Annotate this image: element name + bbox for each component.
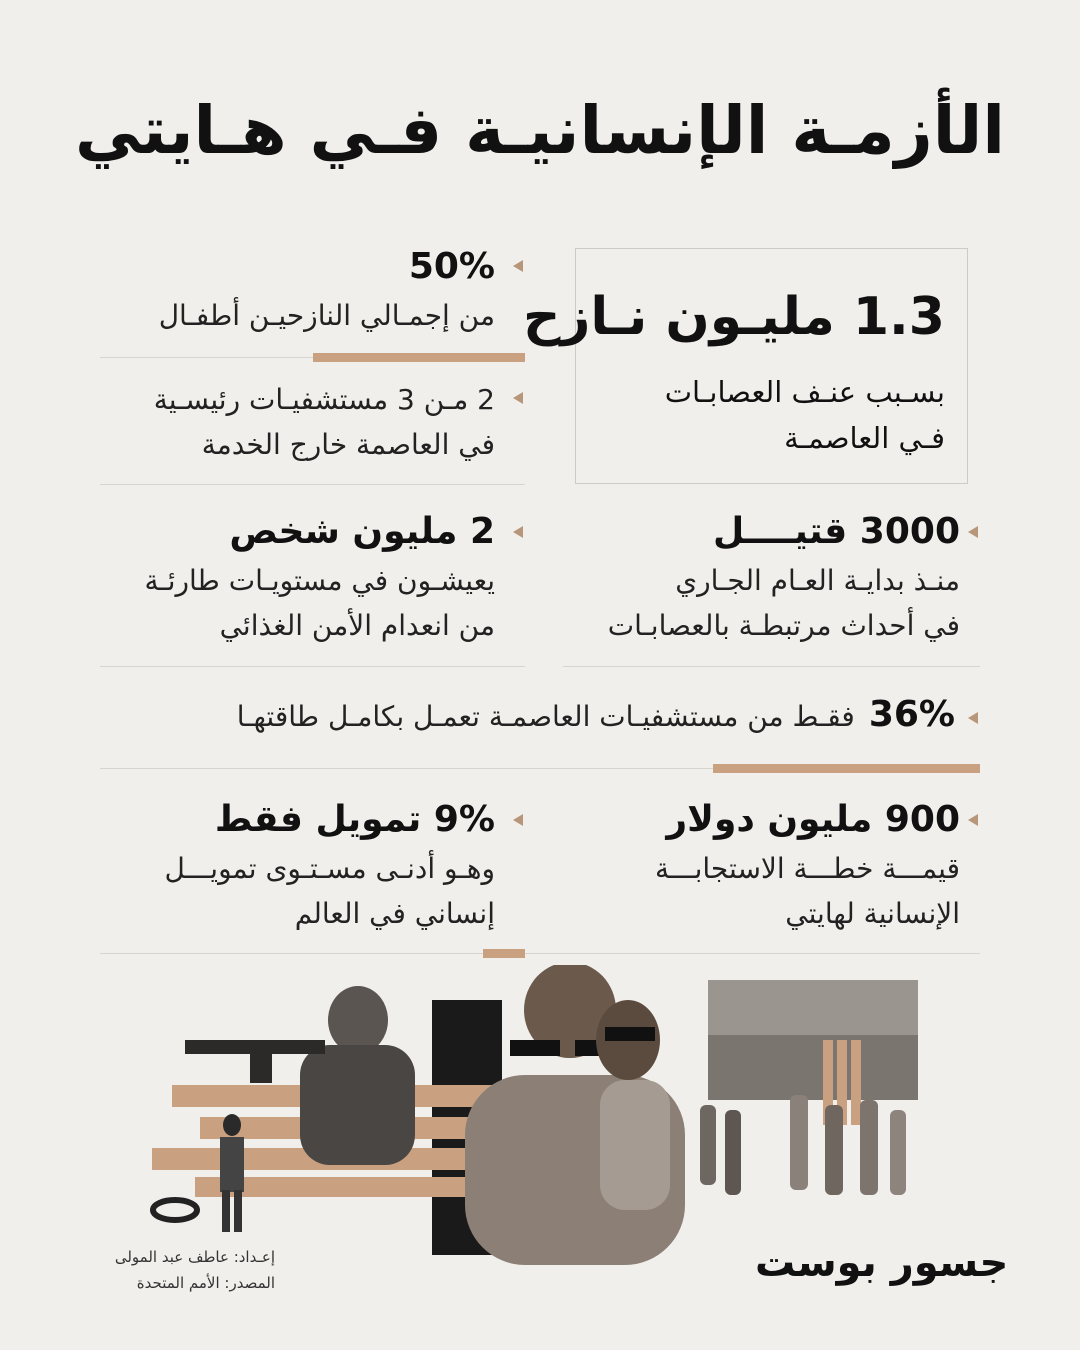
stat-killed: 3000 قتيــــل منـذ بدايـة العـام الجـاري في أحداث مرتبطـة بالعصابـات <box>607 511 960 642</box>
divider <box>100 666 525 667</box>
brand-logo: جسور بوست <box>755 1240 1009 1286</box>
stat-food-insecurity: 2 مليون شخص يعيشـون في مستويـات طارئـة من انعدام الأمن الغذائي <box>144 511 495 642</box>
stat-hospitals-out: 2 مـن 3 مستشفيـات رئيسـية في العاصمة خارج الخدمة <box>153 383 495 461</box>
credits <box>100 1245 275 1296</box>
pointer-icon <box>968 712 978 724</box>
pointer-icon <box>968 526 978 538</box>
stat-funding: 9% تمويل فقط وهـو أدنـى مسـتـوى تمويـــل إنساني في العالم <box>164 799 495 930</box>
stat-hospitals-full: 36% فقـط من مستشفيـات العاصمـة تعمـل بكامـل طاقتهـا <box>236 694 955 735</box>
main-stat-headline: 1.3 مليـون نـازح <box>523 287 945 347</box>
accent-bar <box>313 353 525 362</box>
collage-image <box>100 965 980 1265</box>
pointer-icon <box>513 526 523 538</box>
accent-bar <box>483 949 525 958</box>
stat-response-plan: 900 مليون دولار قيمـــة خطـــة الاستجابـــة الإنسانية لهايتي <box>654 799 960 930</box>
divider <box>100 953 980 954</box>
pointer-icon <box>968 814 978 826</box>
accent-bar <box>713 764 980 773</box>
divider <box>563 666 980 667</box>
stat-children: 50% من إجمـالي النازحيـن أطفـال <box>158 246 495 333</box>
main-stat-box <box>523 248 968 484</box>
source-credit: المصدر: الأمم المتحدة <box>136 1273 275 1292</box>
pointer-icon <box>513 814 523 826</box>
author-credit: إعـداد: عاطف عبد المولى <box>114 1248 275 1266</box>
photo-collage <box>100 965 980 1265</box>
pointer-icon <box>513 392 523 404</box>
page-title: الأزمـة الإنسانيـة فـي هـايتي <box>75 92 1005 169</box>
main-stat-description: بسـبب عنـف العصابـات فـي العاصمـة <box>664 375 945 456</box>
pointer-icon <box>513 260 523 272</box>
divider <box>100 484 525 485</box>
